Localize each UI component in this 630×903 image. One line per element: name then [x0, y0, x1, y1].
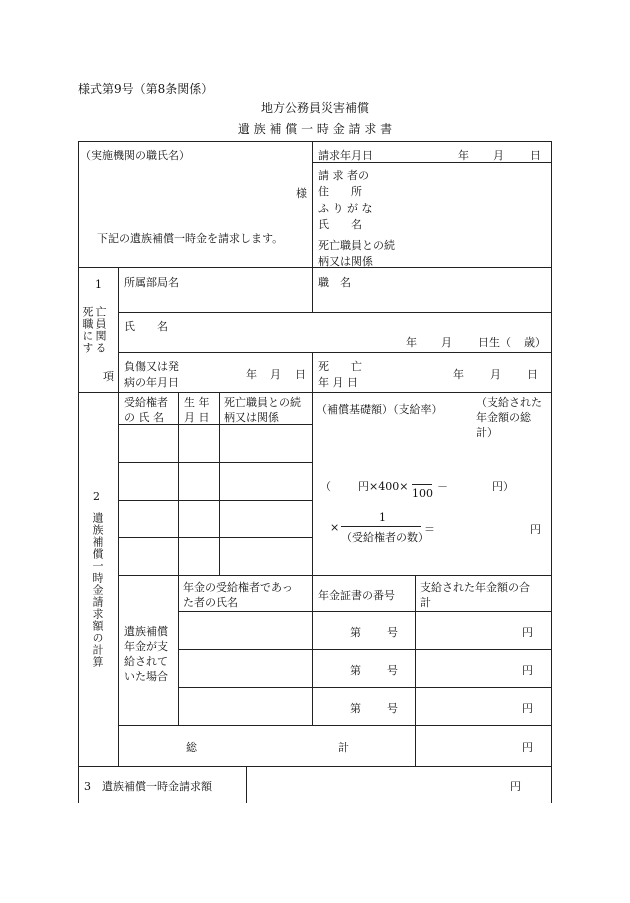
certificate-go-3: 号	[387, 702, 398, 715]
calc-result-yen: 円	[530, 523, 541, 536]
paid-total-label-1: （支給された	[476, 396, 542, 409]
request-date-month: 月	[493, 149, 504, 162]
death-date-day: 日	[527, 368, 538, 381]
total-yen: 円	[522, 741, 533, 754]
calc-fraction-bar	[412, 484, 432, 485]
injury-date-label-1: 負傷又は発	[124, 360, 179, 373]
death-date-label-2: 年 月 日	[318, 376, 358, 389]
paid-total-label-3: 計）	[476, 426, 498, 439]
birth-col-header-1: 生 年	[184, 396, 210, 409]
request-date-day: 日	[530, 149, 541, 162]
total-label-right: 計	[338, 741, 349, 754]
form-number: 様式第9号（第8条関係）	[78, 82, 214, 96]
injury-date-label-2: 病の年月日	[124, 376, 179, 389]
request-sentence: 下記の遺族補償一時金を請求します。	[97, 232, 284, 245]
section1-title-col1: 死職にす	[81, 306, 94, 354]
pension-name-header-2: た者の氏名	[183, 596, 238, 609]
request-date-label: 請求年月日	[318, 149, 373, 162]
certificate-dai-3: 第	[350, 702, 361, 715]
claimant-label: 請 求 者の	[318, 169, 369, 182]
paid-amount-header-2: 計	[420, 596, 431, 609]
section2-number: 2	[93, 490, 100, 503]
section3-label: 3 遺族補償一時金請求額	[84, 780, 212, 793]
deceased-name-label: 氏 名	[124, 320, 168, 333]
calc-fraction-bar-2	[341, 526, 421, 527]
job-title-label: 職 名	[318, 276, 351, 289]
claimant-address-label: 住 所	[318, 185, 362, 198]
calc-times: ×	[330, 521, 340, 534]
sama-suffix: 様	[296, 187, 307, 200]
age-suffix: 歳）	[524, 336, 546, 349]
calc-yen-times-400: 円×400×	[358, 480, 409, 493]
certificate-go-1: 号	[387, 626, 398, 639]
birth-month: 月	[441, 336, 452, 349]
paid-amount-yen-3: 円	[522, 702, 533, 715]
paid-amount-yen-1: 円	[522, 626, 533, 639]
claimant-name-label: 氏 名	[318, 218, 362, 231]
calc-equals: ＝	[424, 523, 435, 536]
calc-minus: －	[437, 480, 448, 493]
injury-date-day: 日	[295, 368, 306, 381]
relation-col-header-2: 柄又は関係	[224, 411, 279, 424]
claimant-furigana-label: ふ り が な	[318, 202, 373, 215]
calc-open-paren: （	[320, 480, 331, 493]
section1-number: 1	[95, 278, 102, 291]
certificate-dai-1: 第	[350, 626, 361, 639]
paid-total-label-2: 年金額の総	[476, 411, 531, 424]
total-label-left: 総	[186, 741, 197, 754]
section1-title-col2: 亡員関る	[94, 306, 107, 354]
pension-case-label-3: 給されて	[124, 655, 168, 668]
pension-case-label-4: いた場合	[124, 670, 168, 683]
calc-base-label: （補償基礎額）（支給率）	[316, 403, 443, 416]
claimant-relation-label-2: 柄又は関係	[318, 255, 373, 268]
affiliation-label: 所属部局名	[124, 276, 179, 289]
relation-col-header-1: 死亡職員との続	[224, 396, 301, 409]
beneficiary-col-header-1: 受給権者	[124, 396, 168, 409]
form-title-line1: 地方公務員災害補償	[260, 101, 369, 115]
form-title-line2: 遺 族 補 償 一 時 金 請 求 書	[237, 122, 393, 136]
org-name-label: （実施機関の職氏名）	[80, 149, 190, 162]
birth-year: 年	[406, 336, 417, 349]
injury-date-year: 年	[246, 368, 257, 381]
certificate-number-header: 年金証書の番号	[318, 589, 395, 602]
paid-amount-header-1: 支給された年金額の合	[420, 581, 530, 594]
section2-title: 遺族補償一時金請求額の計算	[91, 512, 104, 668]
death-date-label-1: 死 亡	[318, 360, 362, 373]
death-date-year: 年	[453, 368, 464, 381]
section1-title-col3: 項	[103, 370, 114, 383]
calc-denominator: 100	[412, 487, 433, 500]
paid-amount-yen-2: 円	[522, 664, 533, 677]
certificate-go-2: 号	[387, 664, 398, 677]
pension-case-label-1: 遺族補償	[124, 625, 168, 638]
request-date-year: 年	[458, 149, 469, 162]
calc-beneficiary-count: （受給権者の数）	[341, 531, 429, 544]
claimant-relation-label-1: 死亡職員との続	[318, 239, 395, 252]
calc-numerator-one: 1	[379, 511, 386, 524]
birth-day: 日生（	[478, 336, 511, 349]
beneficiary-col-header-2: の 氏 名	[124, 411, 164, 424]
section3-yen: 円	[510, 780, 521, 793]
pension-case-label-2: 年金が支	[124, 640, 168, 653]
certificate-dai-2: 第	[350, 664, 361, 677]
death-date-month: 月	[490, 368, 501, 381]
pension-name-header-1: 年金の受給権者であっ	[183, 581, 293, 594]
injury-date-month: 月	[270, 368, 281, 381]
birth-col-header-2: 月 日	[184, 411, 210, 424]
calc-yen-close: 円）	[492, 480, 514, 493]
